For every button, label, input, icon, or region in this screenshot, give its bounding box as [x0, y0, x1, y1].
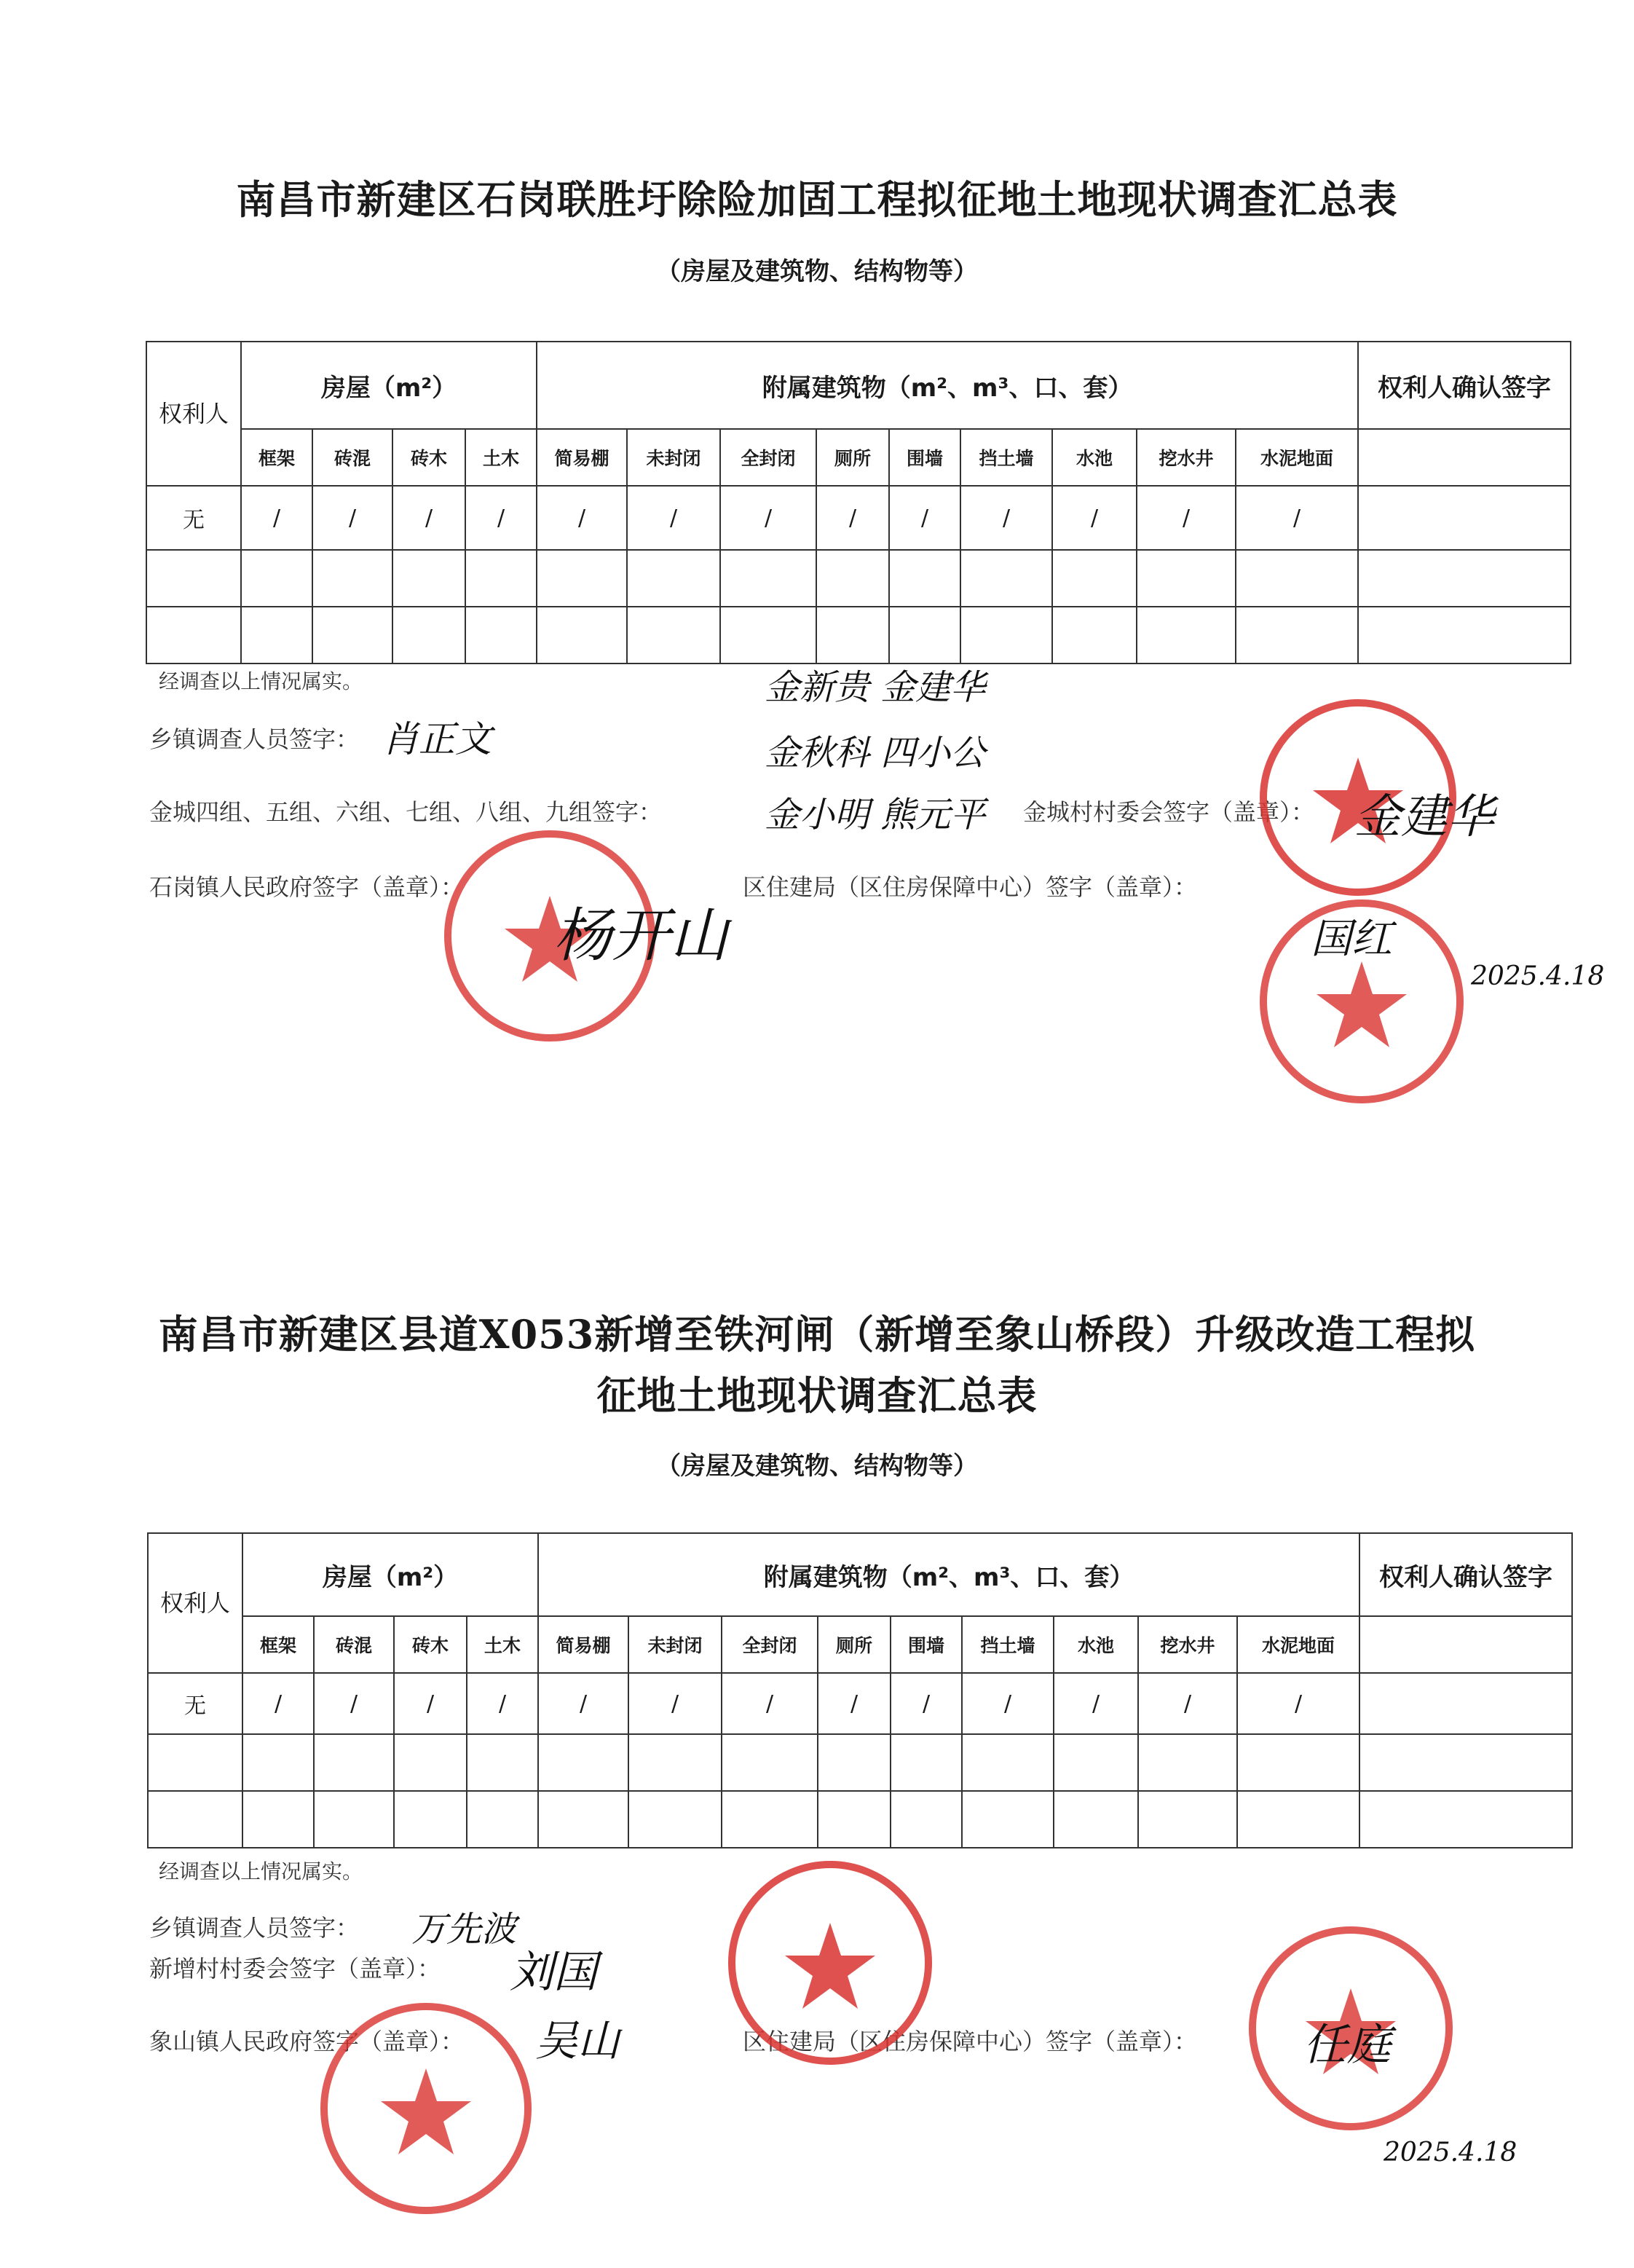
value-cell: /	[538, 1673, 628, 1734]
confirm-header: 权利人确认签字	[1358, 342, 1571, 429]
groups-label: 金城四组、五组、六组、七组、八组、九组签字：	[149, 798, 663, 826]
table-row	[146, 486, 1571, 550]
value-cell: /	[891, 1673, 962, 1734]
owner-cell: 无	[148, 1673, 242, 1734]
value-cell: /	[537, 486, 627, 550]
col-header: 水池	[1054, 1616, 1138, 1673]
value-cell: /	[722, 1673, 818, 1734]
table-row	[148, 1734, 1572, 1791]
confirm-cell	[1358, 429, 1571, 486]
value-cell: /	[1054, 1673, 1138, 1734]
col-header: 框架	[241, 429, 312, 486]
col-header: 砖木	[394, 1616, 467, 1673]
groups-signature: 金秋科 四小公	[765, 733, 986, 773]
col-header: 挖水井	[1138, 1616, 1237, 1673]
town-label: 象山镇人民政府签字（盖章）：	[149, 2028, 465, 2055]
confirm-cell	[1358, 486, 1571, 550]
village-label: 金城村村委会签字（盖章）：	[1023, 798, 1315, 826]
town-label: 石岗镇人民政府签字（盖章）：	[149, 873, 465, 901]
form1-subtitle: （房屋及建筑物、结构物等）	[656, 257, 978, 286]
value-cell: /	[465, 486, 537, 550]
value-cell: /	[816, 486, 889, 550]
value-cell: /	[312, 486, 392, 550]
form1-title: 南昌市新建区石岗联胜圩除险加固工程拟征地土地现状调查汇总表	[236, 176, 1398, 223]
col-header: 厕所	[816, 429, 889, 486]
bureau-signature: 任庭	[1303, 2020, 1391, 2071]
village-signature: 刘国	[510, 1947, 597, 1998]
col-header: 框架	[242, 1616, 314, 1673]
date: 2025.4.18	[1384, 2138, 1517, 2167]
value-cell: /	[960, 486, 1052, 550]
col-header: 围墙	[891, 1616, 962, 1673]
town-signature: 杨开山	[553, 902, 728, 969]
col-header: 水池	[1052, 429, 1137, 486]
value-cell: /	[242, 1673, 314, 1734]
value-cell: /	[627, 486, 720, 550]
groups-signature: 金新贵 金建华	[765, 667, 986, 708]
table-row	[148, 1791, 1572, 1848]
value-cell: /	[394, 1673, 467, 1734]
form2-title-line2: 征地土地现状调查汇总表	[596, 1372, 1038, 1419]
verification-note: 经调查以上情况属实。	[159, 1859, 363, 1883]
value-cell: /	[467, 1673, 538, 1734]
owner-header: 权利人	[146, 342, 241, 486]
col-header: 土木	[465, 429, 537, 486]
col-header: 厕所	[818, 1616, 891, 1673]
groups-signature: 金小明 熊元平	[765, 795, 986, 835]
value-cell: /	[314, 1673, 394, 1734]
owner-cell: 无	[146, 486, 241, 550]
village-label: 新增村村委会签字（盖章）：	[149, 1955, 441, 1982]
value-cell: /	[241, 486, 312, 550]
investigator-signature: 肖正文	[382, 718, 492, 760]
bureau-signature: 国红	[1311, 916, 1392, 963]
investigator-signature: 万先波	[411, 1909, 517, 1950]
col-header: 挡土墙	[960, 429, 1052, 486]
col-header: 围墙	[889, 429, 960, 486]
value-cell: /	[1052, 486, 1137, 550]
value-cell: /	[392, 486, 465, 550]
house-header: 房屋（m²）	[242, 1533, 538, 1616]
col-header: 水泥地面	[1236, 429, 1358, 486]
village-seal-icon	[721, 1854, 939, 2072]
col-header: 未封闭	[628, 1616, 722, 1673]
value-cell: /	[1237, 1673, 1359, 1734]
col-header: 砖混	[314, 1616, 394, 1673]
value-cell: /	[720, 486, 816, 550]
value-cell: /	[1138, 1673, 1237, 1734]
col-header: 挡土墙	[962, 1616, 1054, 1673]
value-cell: /	[628, 1673, 722, 1734]
investigator-label: 乡镇调查人员签字：	[149, 1914, 360, 1942]
col-header: 土木	[467, 1616, 538, 1673]
value-cell: /	[1137, 486, 1236, 550]
table-row	[146, 607, 1571, 664]
col-header: 挖水井	[1137, 429, 1236, 486]
form1-table	[146, 341, 1571, 664]
col-header: 简易棚	[538, 1616, 628, 1673]
col-header: 砖木	[392, 429, 465, 486]
house-header: 房屋（m²）	[241, 342, 537, 429]
value-cell: /	[818, 1673, 891, 1734]
form2-title-line1: 南昌市新建区县道X053新增至铁河闸（新增至象山桥段）升级改造工程拟	[158, 1311, 1476, 1358]
value-cell: /	[962, 1673, 1054, 1734]
confirm-cell	[1359, 1616, 1572, 1673]
col-header: 砖混	[312, 429, 392, 486]
town-seal-icon	[313, 1996, 539, 2221]
village-signature: 金建华	[1354, 790, 1494, 844]
attached-header: 附属建筑物（m²、m³、口、套）	[537, 342, 1358, 429]
col-header: 全封闭	[720, 429, 816, 486]
confirm-cell	[1359, 1673, 1572, 1734]
verification-note: 经调查以上情况属实。	[159, 669, 363, 693]
col-header: 未封闭	[627, 429, 720, 486]
form2-table	[147, 1532, 1573, 1848]
owner-header: 权利人	[148, 1533, 242, 1673]
date: 2025.4.18	[1471, 961, 1605, 991]
col-header: 简易棚	[537, 429, 627, 486]
col-header: 水泥地面	[1237, 1616, 1359, 1673]
confirm-header: 权利人确认签字	[1359, 1533, 1572, 1616]
value-cell: /	[1236, 486, 1358, 550]
investigator-label: 乡镇调查人员签字：	[149, 725, 360, 753]
bureau-label: 区住建局（区住房保障中心）签字（盖章）：	[743, 873, 1198, 901]
value-cell: /	[889, 486, 960, 550]
form2-subtitle: （房屋及建筑物、结构物等）	[656, 1452, 978, 1481]
town-signature: 吴山	[535, 2016, 620, 2066]
attached-header: 附属建筑物（m²、m³、口、套）	[538, 1533, 1359, 1616]
col-header: 全封闭	[722, 1616, 818, 1673]
table-row	[148, 1673, 1572, 1734]
table-row	[146, 550, 1571, 607]
bureau-label: 区住建局（区住房保障中心）签字（盖章）：	[743, 2028, 1198, 2055]
